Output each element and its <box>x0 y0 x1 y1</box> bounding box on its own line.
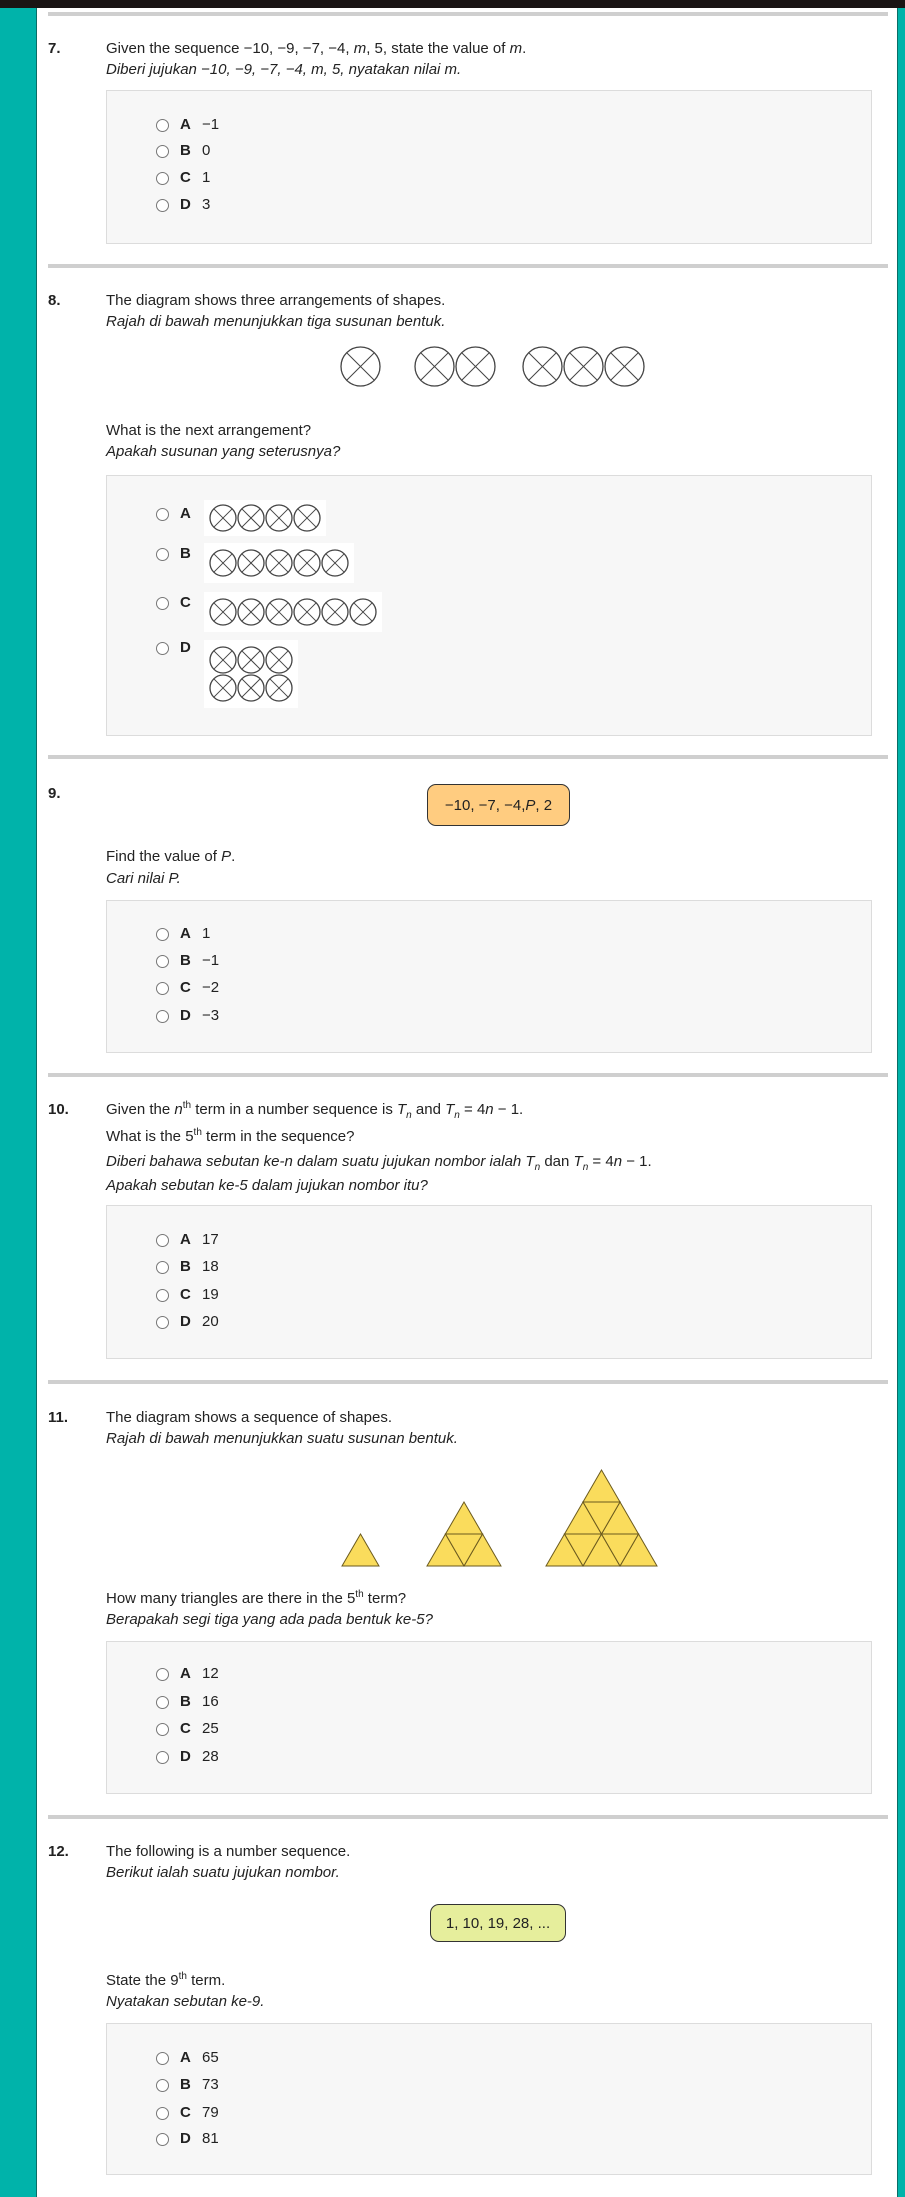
crossed-circle-icon <box>266 599 292 625</box>
option-letter: B <box>180 142 191 159</box>
option-value: 12 <box>202 1665 219 1682</box>
variable: n <box>174 1101 183 1118</box>
crossed-circle-icon <box>238 550 264 576</box>
crossed-circle-icon <box>266 647 292 673</box>
option-c[interactable] <box>156 1286 219 1304</box>
question-number: 9. <box>48 785 61 802</box>
triangle-term-1 <box>341 1533 380 1567</box>
option-value: −1 <box>202 116 220 133</box>
option-value: −1 <box>202 952 220 969</box>
text: , 2 <box>535 796 553 814</box>
triangle-term-2 <box>426 1501 502 1567</box>
text: . <box>522 40 527 57</box>
question-number: 11. <box>48 1409 69 1426</box>
option-letter: C <box>180 169 191 186</box>
text: term. <box>186 1972 226 1989</box>
text: = 4 <box>459 1101 486 1118</box>
crossed-circle-icon <box>266 505 292 531</box>
question-divider <box>48 1380 888 1384</box>
option-b[interactable] <box>156 142 210 160</box>
option-a[interactable] <box>156 1231 219 1249</box>
crossed-circle-icon <box>294 505 320 531</box>
option-letter: C <box>180 594 191 611</box>
option-d[interactable] <box>156 1748 219 1766</box>
variable: T <box>445 1101 455 1118</box>
question-prompt <box>106 1972 225 1990</box>
question-divider <box>48 12 888 16</box>
crossed-circle-icon <box>210 647 236 673</box>
superscript: th <box>193 1127 202 1138</box>
option-value: 0 <box>202 142 211 159</box>
question-prompt-malay: Nyatakan sebutan ke-9. <box>106 1993 265 2010</box>
question-divider <box>48 1073 888 1077</box>
subscript: n <box>534 1162 541 1173</box>
radio-button[interactable] <box>156 145 169 158</box>
crossed-circle-icon <box>238 675 264 701</box>
right-scrollbar[interactable] <box>897 8 905 2197</box>
circles-diagram <box>209 598 377 626</box>
radio-button[interactable] <box>156 508 169 521</box>
superscript: th <box>178 1971 187 1982</box>
radio-button[interactable] <box>156 1010 169 1023</box>
crossed-circle-icon <box>456 347 495 386</box>
left-margin-bar <box>0 8 37 2197</box>
text: = 4 <box>588 1153 614 1170</box>
options-box <box>106 2023 872 2175</box>
crossed-circle-icon <box>322 550 348 576</box>
option-letter: D <box>180 1748 191 1765</box>
text: Given the <box>106 1101 175 1118</box>
option-letter: C <box>180 1720 191 1737</box>
radio-button[interactable] <box>156 1696 169 1709</box>
text: dan <box>540 1153 574 1170</box>
arrangement-1 <box>340 346 381 387</box>
question-number: 8. <box>48 292 61 309</box>
question-text-malay: Berikut ialah suatu jujukan nombor. <box>106 1864 340 1881</box>
circles-diagram <box>209 549 349 577</box>
text: Find the value of <box>106 848 222 865</box>
variable: P <box>525 796 536 814</box>
option-c-image[interactable] <box>204 592 382 632</box>
question-text: The following is a number sequence. <box>106 1843 351 1860</box>
crossed-circle-icon <box>415 347 454 386</box>
crossed-circle-icon <box>294 599 320 625</box>
arrangement-2 <box>414 346 496 387</box>
radio-button[interactable] <box>156 1316 169 1329</box>
question-number: 7. <box>48 40 61 57</box>
option-value: 19 <box>202 1286 219 1303</box>
question-text <box>106 40 526 58</box>
text: − 1. <box>493 1101 524 1118</box>
option-b[interactable] <box>156 1693 219 1711</box>
radio-button[interactable] <box>156 1668 169 1681</box>
crossed-circle-icon <box>294 550 320 576</box>
option-value: 25 <box>202 1720 219 1737</box>
question-divider <box>48 264 888 268</box>
question-text: The diagram shows three arrangements of shapes. <box>106 292 446 309</box>
option-value: 3 <box>202 196 211 213</box>
superscript: th <box>182 1100 192 1111</box>
option-value: 73 <box>202 2076 219 2093</box>
option-d[interactable] <box>156 1007 219 1025</box>
variable: T <box>525 1153 535 1170</box>
radio-button[interactable] <box>156 1261 169 1274</box>
text: term? <box>363 1590 407 1607</box>
option-a-image[interactable] <box>204 500 326 536</box>
text: State the 9 <box>106 1972 179 1989</box>
option-d[interactable] <box>156 196 210 214</box>
option-letter: A <box>180 1231 191 1248</box>
option-letter: C <box>180 1286 191 1303</box>
question-divider <box>48 755 888 759</box>
option-value: −2 <box>202 979 220 996</box>
text: , 5, state the value of <box>366 40 510 57</box>
radio-button[interactable] <box>156 2133 169 2146</box>
question-prompt-malay: Cari nilai P. <box>106 870 181 887</box>
variable: m <box>353 40 367 57</box>
radio-button[interactable] <box>156 2107 169 2120</box>
radio-button[interactable] <box>156 172 169 185</box>
question-number: 10. <box>48 1101 69 1118</box>
circles-diagram <box>209 646 293 702</box>
option-c[interactable] <box>156 979 219 997</box>
crossed-circle-icon <box>210 675 236 701</box>
circles-diagram <box>340 346 381 387</box>
radio-button[interactable] <box>156 1751 169 1764</box>
radio-button[interactable] <box>156 199 169 212</box>
option-letter: A <box>180 116 191 133</box>
option-letter: D <box>180 196 191 213</box>
radio-button[interactable] <box>156 597 169 610</box>
option-letter: A <box>180 1665 191 1682</box>
option-b[interactable] <box>156 1258 219 1276</box>
options-box <box>106 90 872 244</box>
crossed-circle-icon <box>210 505 236 531</box>
question-text: The diagram shows a sequence of shapes. <box>106 1409 393 1426</box>
option-d[interactable] <box>156 2130 219 2148</box>
option-value: 18 <box>202 1258 219 1275</box>
option-value: 81 <box>202 2130 219 2147</box>
option-value: 20 <box>202 1313 219 1330</box>
sequence-box <box>427 784 570 826</box>
radio-button[interactable] <box>156 2052 169 2065</box>
crossed-circle-icon <box>564 347 603 386</box>
option-b[interactable] <box>156 952 219 970</box>
radio-button[interactable] <box>156 642 169 655</box>
text: Given the sequence −10, −9, −7, −4, <box>106 40 354 57</box>
crossed-circle-icon <box>210 550 236 576</box>
subscript: n <box>454 1110 460 1121</box>
question-prompt: What is the next arrangement? <box>106 422 312 439</box>
crossed-circle-icon <box>266 675 292 701</box>
radio-button[interactable] <box>156 548 169 561</box>
variable: m <box>509 40 523 57</box>
text: Diberi bahawa sebutan ke-n dalam suatu jujukan nombor ialah <box>106 1153 526 1170</box>
option-letter: A <box>180 505 191 522</box>
variable: P <box>221 848 232 865</box>
question-text <box>106 1128 354 1146</box>
text: . <box>231 848 236 865</box>
option-d[interactable] <box>156 639 194 657</box>
option-letter: B <box>180 2076 191 2093</box>
top-bar <box>0 0 905 8</box>
variable: n <box>485 1101 494 1118</box>
triangle-term-3 <box>545 1469 658 1567</box>
option-letter: B <box>180 1258 191 1275</box>
option-d[interactable] <box>156 1313 219 1331</box>
option-a[interactable] <box>156 116 219 134</box>
option-d-image[interactable] <box>204 640 298 708</box>
option-letter: B <box>180 1693 191 1710</box>
crossed-circle-icon <box>238 505 264 531</box>
text: −10, −7, −4, <box>444 796 526 814</box>
text: How many triangles are there in the 5 <box>106 1590 356 1607</box>
text: − 1. <box>622 1153 652 1170</box>
radio-button[interactable] <box>156 1723 169 1736</box>
radio-button[interactable] <box>156 119 169 132</box>
circles-diagram <box>522 346 645 387</box>
option-c[interactable] <box>156 2104 219 2122</box>
crossed-circle-icon <box>523 347 562 386</box>
option-a[interactable] <box>156 505 194 523</box>
sequence-box <box>430 1904 566 1942</box>
option-letter: D <box>180 2130 191 2147</box>
option-letter: D <box>180 1007 191 1024</box>
option-value: 65 <box>202 2049 219 2066</box>
question-number: 12. <box>48 1843 69 1860</box>
option-value: 17 <box>202 1231 219 1248</box>
option-letter: C <box>180 2104 191 2121</box>
option-a[interactable] <box>156 2049 219 2067</box>
option-b[interactable] <box>156 2076 219 2094</box>
option-c[interactable] <box>156 594 194 612</box>
option-value: −3 <box>202 1007 220 1024</box>
crossed-circle-icon <box>238 647 264 673</box>
option-b[interactable] <box>156 545 194 563</box>
radio-button[interactable] <box>156 1234 169 1247</box>
triangle-shape <box>446 1502 483 1534</box>
option-value: 79 <box>202 2104 219 2121</box>
option-b-image[interactable] <box>204 543 354 583</box>
option-letter: D <box>180 1313 191 1330</box>
subscript: n <box>406 1110 412 1121</box>
options-box <box>106 900 872 1053</box>
variable: n <box>613 1153 623 1170</box>
question-text-malay <box>106 1153 652 1171</box>
crossed-circle-icon <box>605 347 644 386</box>
crossed-circle-icon <box>350 599 376 625</box>
question-text-malay: Rajah di bawah menunjukkan suatu susunan bentuk. <box>106 1430 458 1447</box>
question-prompt-malay: Apakah susunan yang seterusnya? <box>106 443 341 460</box>
options-box <box>106 1205 872 1359</box>
question-text-malay: Diberi jujukan −10, −9, −7, −4, m, 5, nyatakan nilai m. <box>106 61 462 78</box>
question-prompt <box>106 1590 406 1608</box>
triangle-shape <box>342 1534 379 1566</box>
text: term in the sequence? <box>201 1128 355 1145</box>
superscript: th <box>355 1589 364 1600</box>
radio-button[interactable] <box>156 982 169 995</box>
question-text-malay: Apakah sebutan ke-5 dalam jujukan nombor itu? <box>106 1177 428 1194</box>
option-value: 1 <box>202 169 211 186</box>
arrangement-3 <box>522 346 645 387</box>
option-letter: A <box>180 2049 191 2066</box>
radio-button[interactable] <box>156 1289 169 1302</box>
triangle-shape <box>583 1470 620 1502</box>
option-letter: B <box>180 545 191 562</box>
variable: T <box>573 1153 583 1170</box>
question-divider <box>48 1815 888 1819</box>
option-letter: D <box>180 639 191 656</box>
option-letter: C <box>180 979 191 996</box>
text: term in a number sequence is <box>191 1101 397 1118</box>
option-value: 16 <box>202 1693 219 1710</box>
option-c[interactable] <box>156 169 210 187</box>
option-letter: A <box>180 925 191 942</box>
crossed-circle-icon <box>210 599 236 625</box>
circles-diagram <box>209 504 321 532</box>
options-box <box>106 1641 872 1794</box>
circles-diagram <box>414 346 496 387</box>
crossed-circle-icon <box>341 347 380 386</box>
radio-button[interactable] <box>156 2079 169 2092</box>
question-prompt <box>106 848 235 866</box>
crossed-circle-icon <box>238 599 264 625</box>
text: What is the 5 <box>106 1128 194 1145</box>
option-a[interactable] <box>156 1665 219 1683</box>
text: 1, 10, 19, 28, ... <box>445 1914 551 1932</box>
question-text-malay: Rajah di bawah menunjukkan tiga susunan bentuk. <box>106 313 446 330</box>
question-prompt-malay: Berapakah segi tiga yang ada pada bentuk ke-5? <box>106 1611 433 1628</box>
variable: T <box>397 1101 407 1118</box>
subscript: n <box>582 1162 589 1173</box>
radio-button[interactable] <box>156 955 169 968</box>
question-text <box>106 1101 523 1119</box>
option-value: 1 <box>202 925 211 942</box>
option-c[interactable] <box>156 1720 219 1738</box>
text: and <box>411 1101 446 1118</box>
crossed-circle-icon <box>322 599 348 625</box>
radio-button[interactable] <box>156 928 169 941</box>
option-value: 28 <box>202 1748 219 1765</box>
crossed-circle-icon <box>266 550 292 576</box>
option-letter: B <box>180 952 191 969</box>
option-a[interactable] <box>156 925 210 943</box>
